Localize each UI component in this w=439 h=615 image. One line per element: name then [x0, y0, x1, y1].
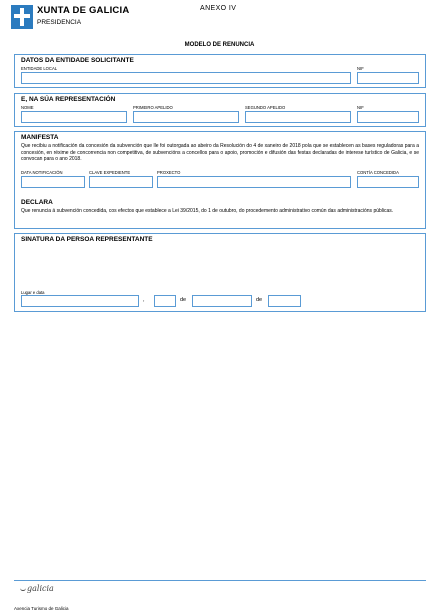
file-key-field[interactable] — [89, 176, 153, 188]
amount-field[interactable] — [357, 176, 419, 188]
representative-heading: E, NA SÚA REPRESENTACIÓN — [21, 96, 116, 103]
document-title: MODELO DE RENUNCIA — [184, 42, 255, 48]
signature-heading: SINATURA DA PERSOA REPRESENTANTE — [21, 236, 153, 243]
representative-nif-field[interactable] — [357, 111, 419, 123]
first-surname-field[interactable] — [133, 111, 239, 123]
project-label: PROXECTO — [157, 170, 181, 175]
name-field[interactable] — [21, 111, 127, 123]
entity-local-label: ENTIDADE LOCAL — [21, 66, 58, 71]
second-surname-label: SEGUNDO APELIDO — [245, 105, 286, 110]
entity-nif-field[interactable] — [357, 72, 419, 84]
place-field[interactable] — [21, 295, 139, 307]
xunta-emblem-icon — [11, 5, 33, 29]
day-field[interactable] — [154, 295, 176, 307]
manifest-section — [14, 131, 426, 229]
xunta-logo — [11, 5, 129, 29]
representative-section — [14, 93, 426, 127]
notification-date-field[interactable] — [21, 176, 85, 188]
department-name: PRESIDENCIA — [37, 19, 82, 26]
org-name: XUNTA DE GALICIA — [37, 5, 130, 16]
place-date-label: Lugar e data — [21, 290, 45, 295]
galicia-logo: galicia — [20, 584, 54, 593]
file-key-label: CLAVE EXPEDIENTE — [89, 170, 131, 175]
representative-nif-label: NIF — [357, 105, 364, 110]
signature-section — [14, 233, 426, 312]
project-field[interactable] — [157, 176, 351, 188]
manifest-heading: MANIFESTA — [21, 134, 59, 141]
year-field[interactable] — [268, 295, 301, 307]
entity-section — [14, 54, 426, 88]
entity-heading: DATOS DA ENTIDADE SOLICITANTE — [21, 57, 134, 64]
entity-local-field[interactable] — [21, 72, 351, 84]
second-surname-field[interactable] — [245, 111, 351, 123]
entity-nif-label: NIF — [357, 66, 364, 71]
de-separator-1: de — [180, 297, 187, 303]
de-separator-2: de — [256, 297, 263, 303]
manifest-text: Que recibiu a notificación da concesión da subvención que lle foi outorgada ao abeiro da Resolución do 4 de xaneiro de 2018 pola que se establecen as bases reguladoras para a concesión, en réxime de concorrencia non competitiva, de subvencións a concellos para o apoio, promoción e difusión das festas declaradas de interese turístico de Galicia, e se convocan para o ano 2018. — [21, 143, 419, 163]
galicia-swoosh-icon — [20, 587, 26, 591]
footer-divider — [14, 580, 426, 581]
month-field[interactable] — [192, 295, 252, 307]
notification-date-label: DATA NOTIFICACIÓN — [21, 170, 63, 175]
footer-agency: Axencia Turismo de Galicia — [14, 606, 69, 611]
first-surname-label: PRIMEIRO APELIDO — [133, 105, 173, 110]
annex-label: ANEXO IV — [200, 5, 237, 12]
amount-label: CONTÍA CONCEDIDA — [357, 170, 399, 175]
declare-text: Que renuncia á subvención concedida, cos efectos que establece a Lei 39/2015, do 1 de outubro, do procedemento administrativo común das administracións públicas. — [21, 208, 394, 214]
declare-heading: DECLARA — [21, 199, 53, 206]
name-label: NOME — [21, 105, 34, 110]
comma-separator: , — [143, 297, 145, 303]
